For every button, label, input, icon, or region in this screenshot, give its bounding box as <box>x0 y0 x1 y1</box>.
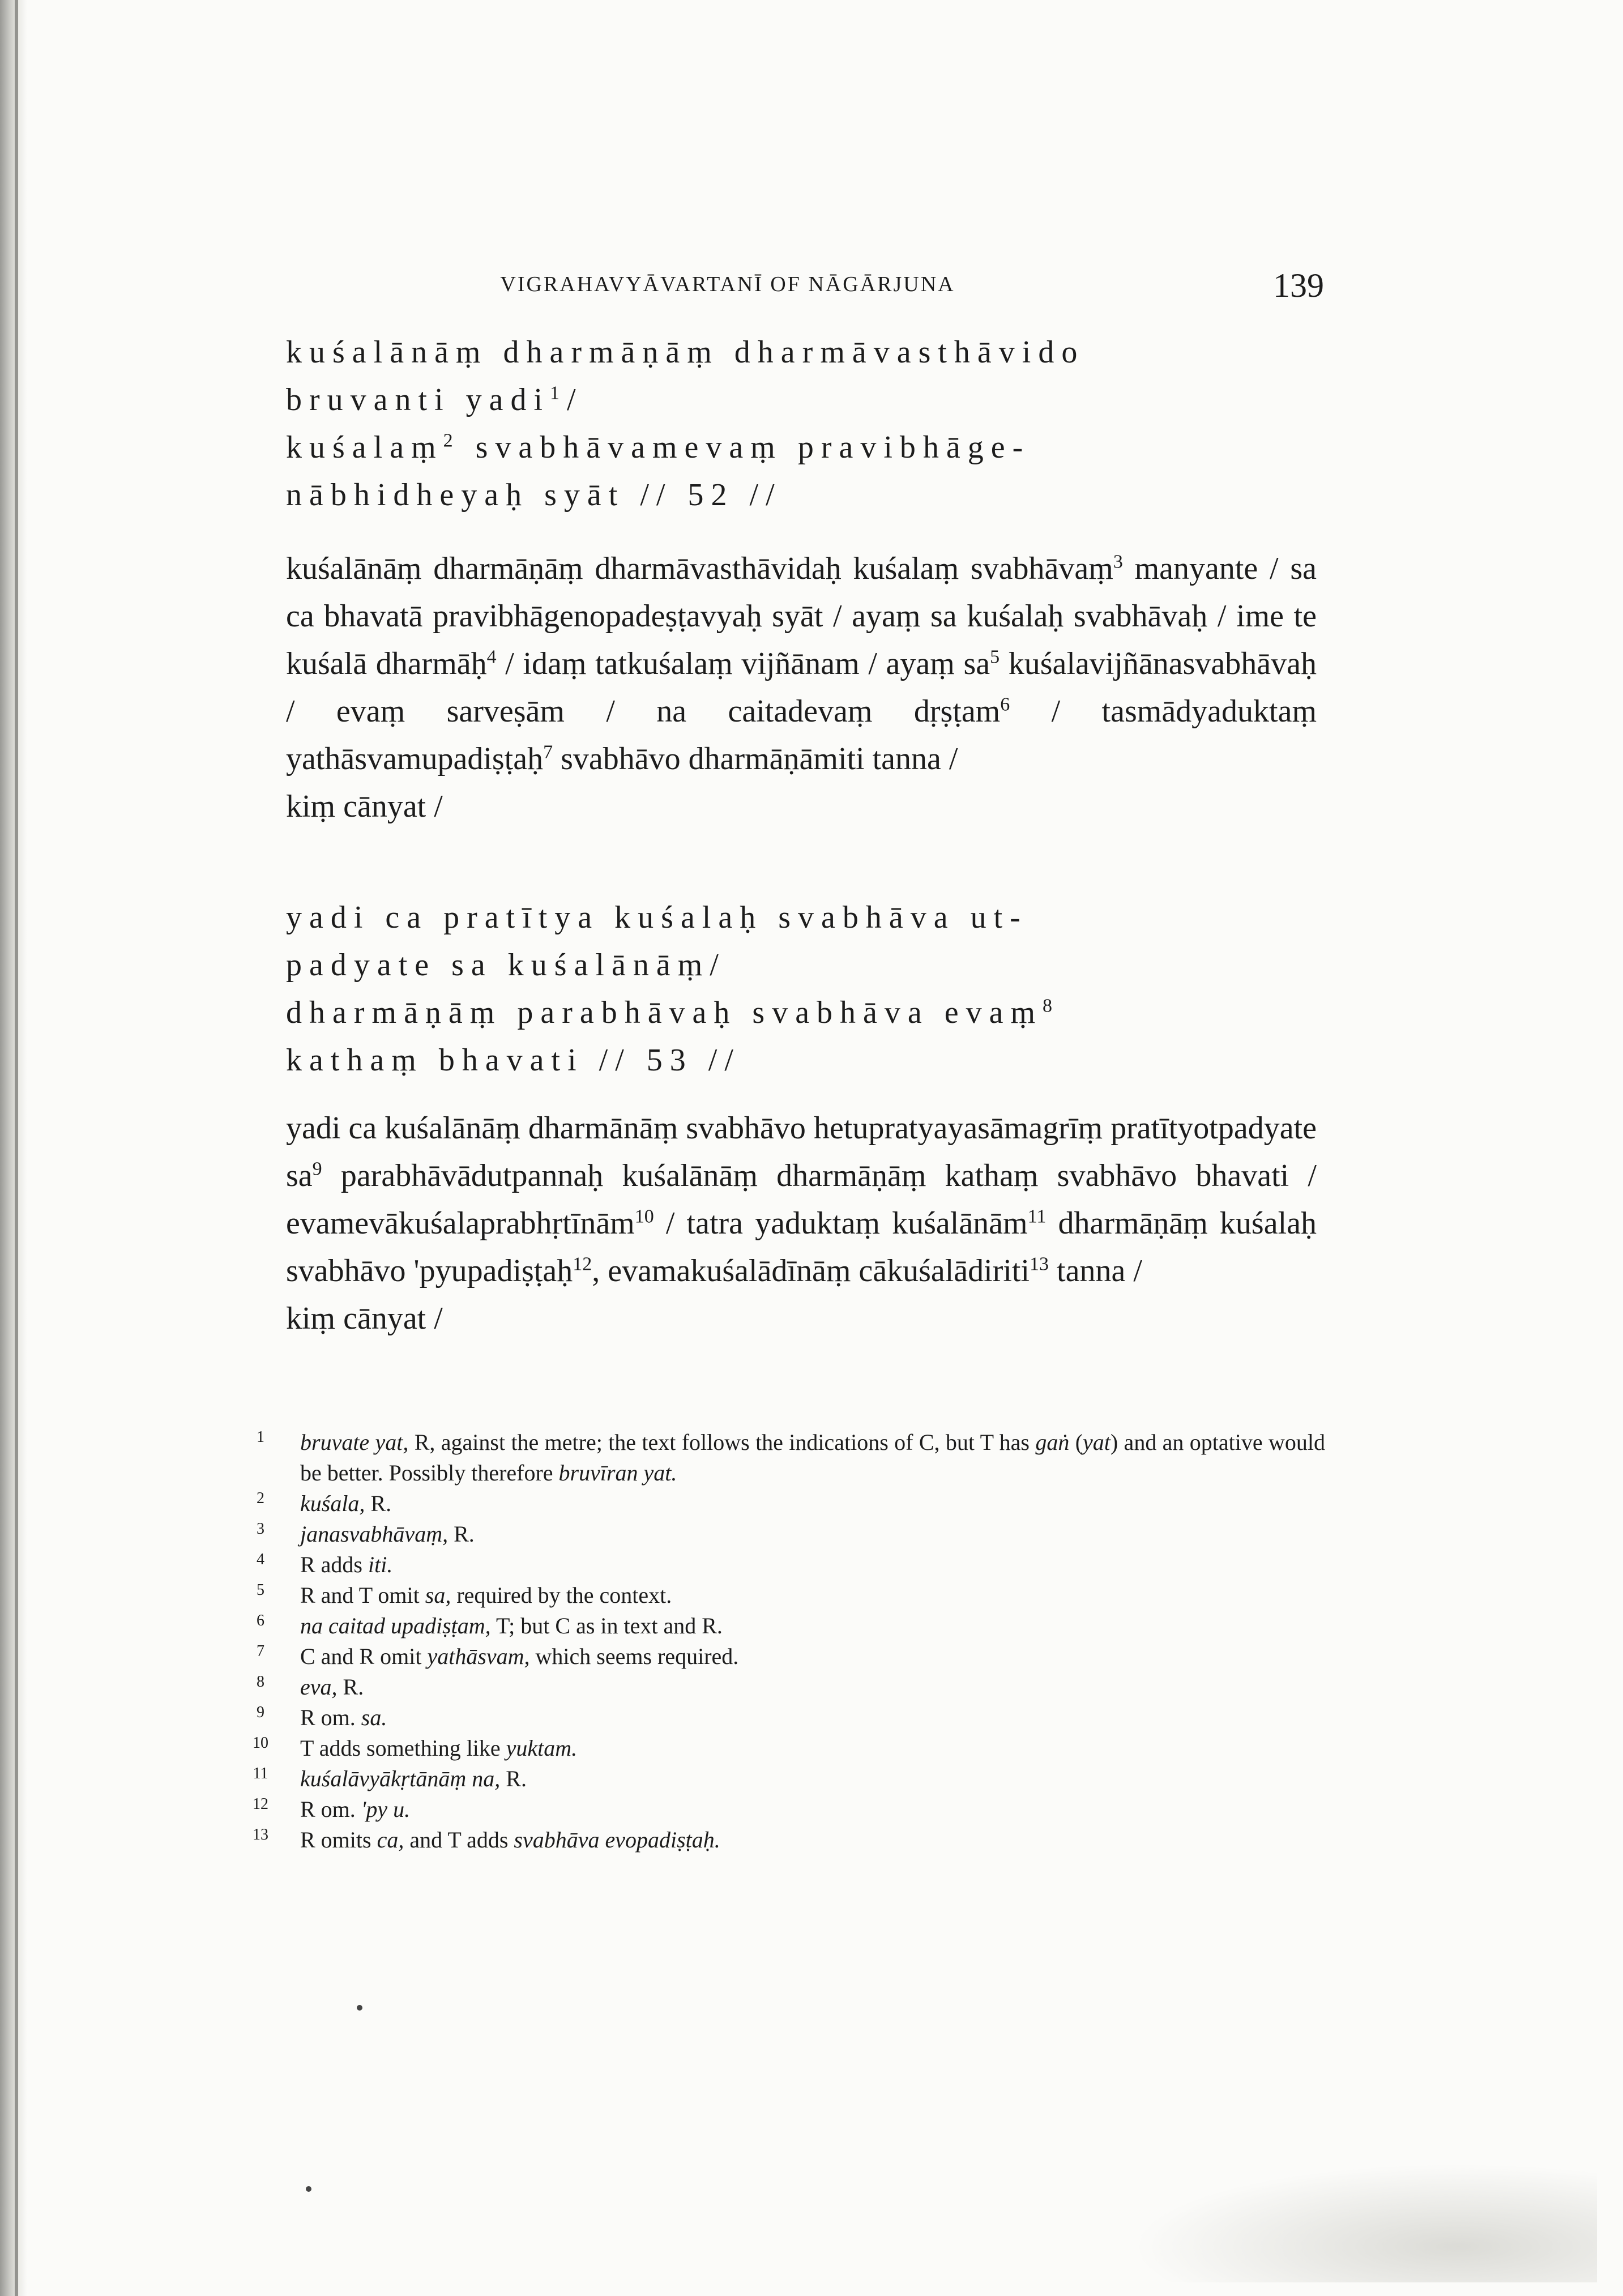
commentary-52 <box>286 545 1317 830</box>
footnote-5: 5 R and T omit sa, required by the context. <box>257 1581 672 1608</box>
footnote-ref: 7 <box>543 741 553 763</box>
footnote-ref: 9 <box>312 1158 322 1180</box>
footnote-11: 11 kuśalāvyākṛtānāṃ na, R. <box>253 1764 527 1791</box>
footnote-13: 13 R omits ca, and T adds svabhāva evopadiṣṭaḥ. <box>253 1825 720 1853</box>
footnote-ref: 10 <box>634 1206 654 1227</box>
paper-speck <box>306 2186 311 2192</box>
verse-line: bruvanti yadi$^1$/ <box>286 382 583 417</box>
footnote-3: 3 janasvabhāvaṃ, R. <box>257 1520 475 1547</box>
verse-line: padyate sa kuśalānāṃ/ <box>286 948 726 983</box>
kim-canyat: kiṃ cānyat / <box>286 1301 443 1336</box>
verse-line: yadi ca pratītya kuśalaḥ svabhāva ut- <box>286 900 1028 935</box>
paper-speck <box>357 2005 362 2011</box>
footnote-ref: 6 <box>1000 694 1010 715</box>
kim-canyat: kiṃ cānyat / <box>286 789 443 824</box>
footnote-1: 1 bruvate yat, R, against the metre; the text follows the indications of C, but T has gaṅ (yat) and an optative would be better. Possibly therefore bruvīran yat. <box>257 1428 1325 1486</box>
footnote-6: 6 na caitad upadiṣṭam, T; but C as in text and R. <box>257 1611 723 1638</box>
footnote-ref: 13 <box>1030 1253 1049 1275</box>
page-number: 139 <box>1273 267 1324 304</box>
book-binding-edge <box>15 0 18 2296</box>
commentary-paragraph: kuśalānāṃ dharmāṇāṃ dharmāvasthāvidaḥ kuśalaṃ svabhāvaṃ$^3$ manyante / sa ca bhavatā pravibhāgenopadeṣṭavyaḥ syāt / ayaṃ sa kuśalaḥ svabhāvaḥ / ime te kuśalā dharmāḥ$^4$ / idaṃ tatkuśalaṃ vijñānam / ayaṃ $sa^5$ kuśalavijñānasvabhāvaḥ / evaṃ sarveṣām / na caitadevaṃ dṛṣṭam$^6$ / tasmādyaduktaṃ yathāsvamupadiṣṭaḥ$^7$ svabhāvo dharmāṇāmiti tanna / <box>286 551 1317 776</box>
footnote-2: 2 kuśala, R. <box>257 1489 392 1516</box>
footnote-9: 9 R om. sa. <box>257 1703 387 1730</box>
footnote-8: 8 eva, R. <box>257 1672 364 1700</box>
footnotes <box>253 1427 1325 1855</box>
commentary-paragraph: yadi ca kuśalānāṃ dharmānāṃ svabhāvo hetupratyayasāmagrīṃ pratītyotpadyate $sa^9$ parabhāvādutpannaḥ kuśalānāṃ dharmāṇāṃ kathaṃ svabhāvo bhavati / evamevākuśalaprabhṛtīnām$^{10}$ / tatra yaduktaṃ kuśalānām$^{11}$ dharmāṇāṃ kuśalaḥ svabhāvo 'pyupadiṣṭaḥ$^{12}$, evamakuśalādīnāṃ cākuśalādiriti$^{13}$ tanna / <box>286 1111 1317 1288</box>
footnote-ref: 11 <box>1027 1206 1047 1227</box>
verse-line: kuśalaṃ$^2$ svabhāvamevaṃ pravibhāge- <box>286 430 1031 465</box>
footnote-ref: 2 <box>443 430 460 451</box>
footnote-ref: 4 <box>486 646 497 668</box>
footnote-12: 12 R om. 'py u. <box>253 1795 411 1822</box>
footnote-ref: 5 <box>990 646 1000 668</box>
paper-smudge <box>1133 2163 1597 2282</box>
verse-line: kuśalānāṃ dharmāṇāṃ dharmāvasthāvido <box>286 335 1085 370</box>
commentary-53 <box>286 1104 1317 1342</box>
footnote-ref: 1 <box>550 382 567 404</box>
verse-line: kathaṃ bhavati // 53 // <box>286 1043 741 1078</box>
book-binding-shadow <box>0 0 27 2296</box>
footnote-10: 10 T adds something like yuktam. <box>253 1734 578 1761</box>
footnote-ref: 3 <box>1113 551 1123 573</box>
footnote-7: 7 C and R omit yathāsvam, which seems required. <box>257 1642 739 1669</box>
footnote-ref: 8 <box>1043 995 1060 1017</box>
verse-line: nābhidheyaḥ syāt // 52 // <box>286 477 782 513</box>
page-header <box>0 266 1623 306</box>
running-title: VIGRAHAVYĀVARTANĪ OF NĀGĀRJUNA <box>500 272 955 296</box>
footnote-ref: 12 <box>573 1253 592 1275</box>
footnote-4: 4 R adds iti. <box>257 1550 393 1577</box>
verse-52 <box>286 328 1317 519</box>
verse-53 <box>286 894 1317 1084</box>
verse-line: dharmāṇāṃ parabhāvaḥ svabhāva evaṃ$^8$ <box>286 995 1060 1030</box>
